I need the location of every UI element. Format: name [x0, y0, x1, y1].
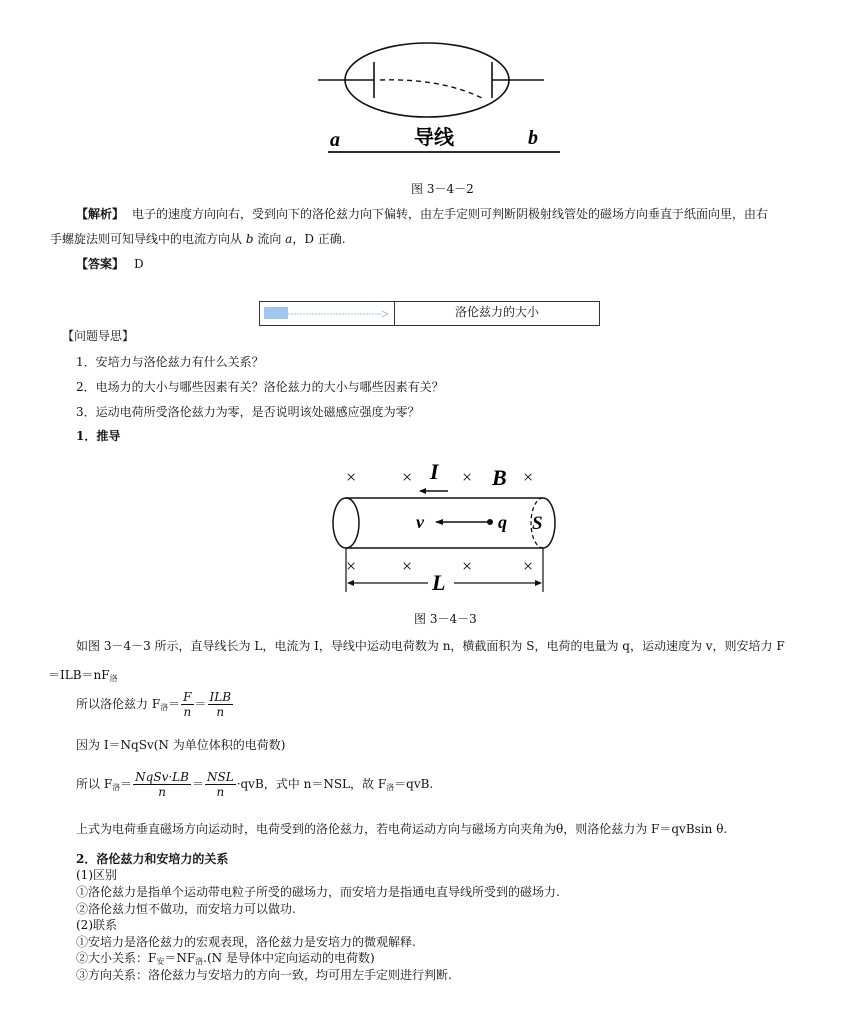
equals: ＝	[120, 777, 133, 791]
frac-den: n	[158, 785, 166, 799]
guide-header: 【问题导思】	[62, 329, 135, 343]
relation-difference-1: ①洛伦兹力是指单个运动带电粒子所受的磁场力，而安培力是指通电直导线所受到的磁场力.	[76, 885, 560, 899]
l5-prefix: 所以 F	[76, 777, 113, 791]
guide-q2: 2．电场力的大小与哪些因素有关？洛伦兹力的大小与哪些因素有关？	[76, 380, 444, 394]
analysis-text2c: ，D 正确.	[292, 232, 346, 246]
frac-num: F	[183, 690, 192, 704]
var-b: b	[245, 232, 254, 246]
equals: ＝	[168, 697, 181, 711]
sub-lorentz: 洛	[109, 674, 118, 683]
guide-q3: 3．运动电荷所受洛伦兹力为零，是否说明该处磁感应强度为零？	[76, 405, 420, 419]
b-field-cross: ×	[346, 556, 357, 576]
var-a: a	[285, 232, 293, 246]
b-field-cross: ×	[346, 467, 357, 487]
sub-lorentz: 洛	[112, 783, 121, 792]
fraction-nsl-over-n	[205, 770, 236, 799]
analysis-text2a: 手螺旋法则可知导线中的电流方向从	[50, 232, 246, 246]
frac-den: n	[216, 705, 225, 719]
b-field-cross: ×	[462, 467, 473, 487]
analysis-tag: 【解析】	[76, 207, 125, 221]
figure1-caption: 图 3－4－2	[411, 182, 474, 196]
guide-q1: 1．安培力与洛伦兹力有什么关系？	[76, 355, 264, 369]
relation-difference-2: ②洛伦兹力恒不做功，而安培力可以做功.	[76, 902, 296, 916]
b-field-cross: ×	[402, 556, 413, 576]
sub-lorentz: 洛	[195, 957, 204, 966]
derivation-line1: 如图 3－4－3 所示，直导线长为 L，电流为 I，导线中运动电荷数为 n，横截面积为 S，电荷的电量为 q，运动速度为 v，则安培力 F	[76, 639, 785, 653]
figure2-caption: 图 3－4－3	[414, 612, 477, 626]
derivation-heading: 1．推导	[76, 429, 121, 443]
section-decoration	[260, 302, 394, 325]
derivation-line4: 因为 I＝NqSv(N 为单位体积的电荷数)	[76, 738, 286, 752]
b-field-cross: ×	[402, 467, 413, 487]
wire-label-a: a	[330, 129, 340, 151]
charge-dot	[487, 519, 493, 525]
relation-difference-heading: (1)区别	[76, 868, 117, 882]
frac-num: NqSv·LB	[135, 770, 189, 784]
section-title: 洛伦兹力的大小	[454, 305, 539, 319]
relation-connection-3: ③方向关系：洛伦兹力与安培力的方向一致，均可用左手定则进行判断.	[76, 968, 452, 982]
l3-prefix: 所以洛伦兹力 F	[76, 697, 161, 711]
b-field-cross: ×	[462, 556, 473, 576]
equals: ＝	[194, 697, 207, 711]
b-field-cross: ×	[523, 467, 534, 487]
derivation-line6: 上式为电荷垂直磁场方向运动时，电荷受到的洛伦兹力，若电荷运动方向与磁场方向夹角为θ，则洛伦兹力为 F＝qvBsin θ.	[76, 822, 728, 836]
analysis-text1: 电子的速度方向向右，受到向下的洛伦兹力向下偏转，由左手定则可判断阴极射线管处的磁场方向垂直于纸面向里，由右	[132, 207, 769, 221]
answer-line	[76, 256, 144, 272]
frac-den: n	[216, 785, 225, 799]
wire-label: 导线	[414, 125, 454, 149]
beam-path	[380, 80, 482, 98]
analysis-line2	[50, 231, 346, 247]
length-label: L	[432, 570, 446, 595]
analysis-line1	[76, 206, 768, 222]
ampere-formula: ＝ILB＝nF	[48, 668, 110, 682]
l5-post-a: ·qvB，式中 n＝NSL，故 F	[236, 777, 387, 791]
frac-den: n	[183, 705, 192, 719]
sub-lorentz: 洛	[160, 703, 169, 712]
wire-label-b: b	[528, 127, 538, 149]
velocity-label: v	[416, 512, 424, 532]
sub-ampere: 安	[156, 957, 165, 966]
relation-connection-heading: (2)联系	[76, 918, 117, 932]
cylinder-left-end	[333, 498, 359, 548]
frac-num: ILB	[209, 690, 232, 704]
answer-value: D	[134, 257, 144, 271]
fraction-nqsvlb-over-n	[133, 770, 191, 799]
relation-heading: 2．洛伦兹力和安培力的关系	[76, 852, 229, 866]
figure-conductor-segment	[320, 455, 570, 600]
c2-prefix: ②大小关系：F	[76, 951, 157, 965]
charge-label: q	[498, 512, 507, 532]
derivation-line5	[76, 770, 433, 799]
fraction-f-over-n	[181, 690, 193, 719]
equals: ＝	[191, 777, 204, 791]
answer-tag: 【答案】	[76, 257, 125, 271]
field-label: B	[492, 465, 507, 490]
relation-connection-1: ①安培力是洛伦兹力的宏观表现，洛伦兹力是安培力的微观解释.	[76, 935, 416, 949]
c2-mid: ＝NF	[164, 951, 196, 965]
fraction-ilb-over-n	[208, 690, 234, 719]
analysis-text2b: 流向	[253, 232, 286, 246]
derivation-line2	[48, 667, 118, 687]
derivation-line3	[76, 690, 234, 719]
cylinder-right-front	[543, 498, 555, 548]
frac-num: NSL	[206, 770, 234, 784]
l5-post-b: ＝qvB.	[394, 777, 434, 791]
section-title-box	[259, 301, 600, 326]
figure-cathode-ray-tube	[310, 38, 570, 160]
b-field-cross: ×	[523, 556, 534, 576]
sub-lorentz: 洛	[386, 783, 395, 792]
current-label: I	[430, 459, 439, 484]
cross-section-label: S	[532, 513, 543, 534]
section-box-left-cell	[260, 302, 395, 325]
c2-post: .(N 是导体中定向运动的电荷数)	[203, 951, 375, 965]
